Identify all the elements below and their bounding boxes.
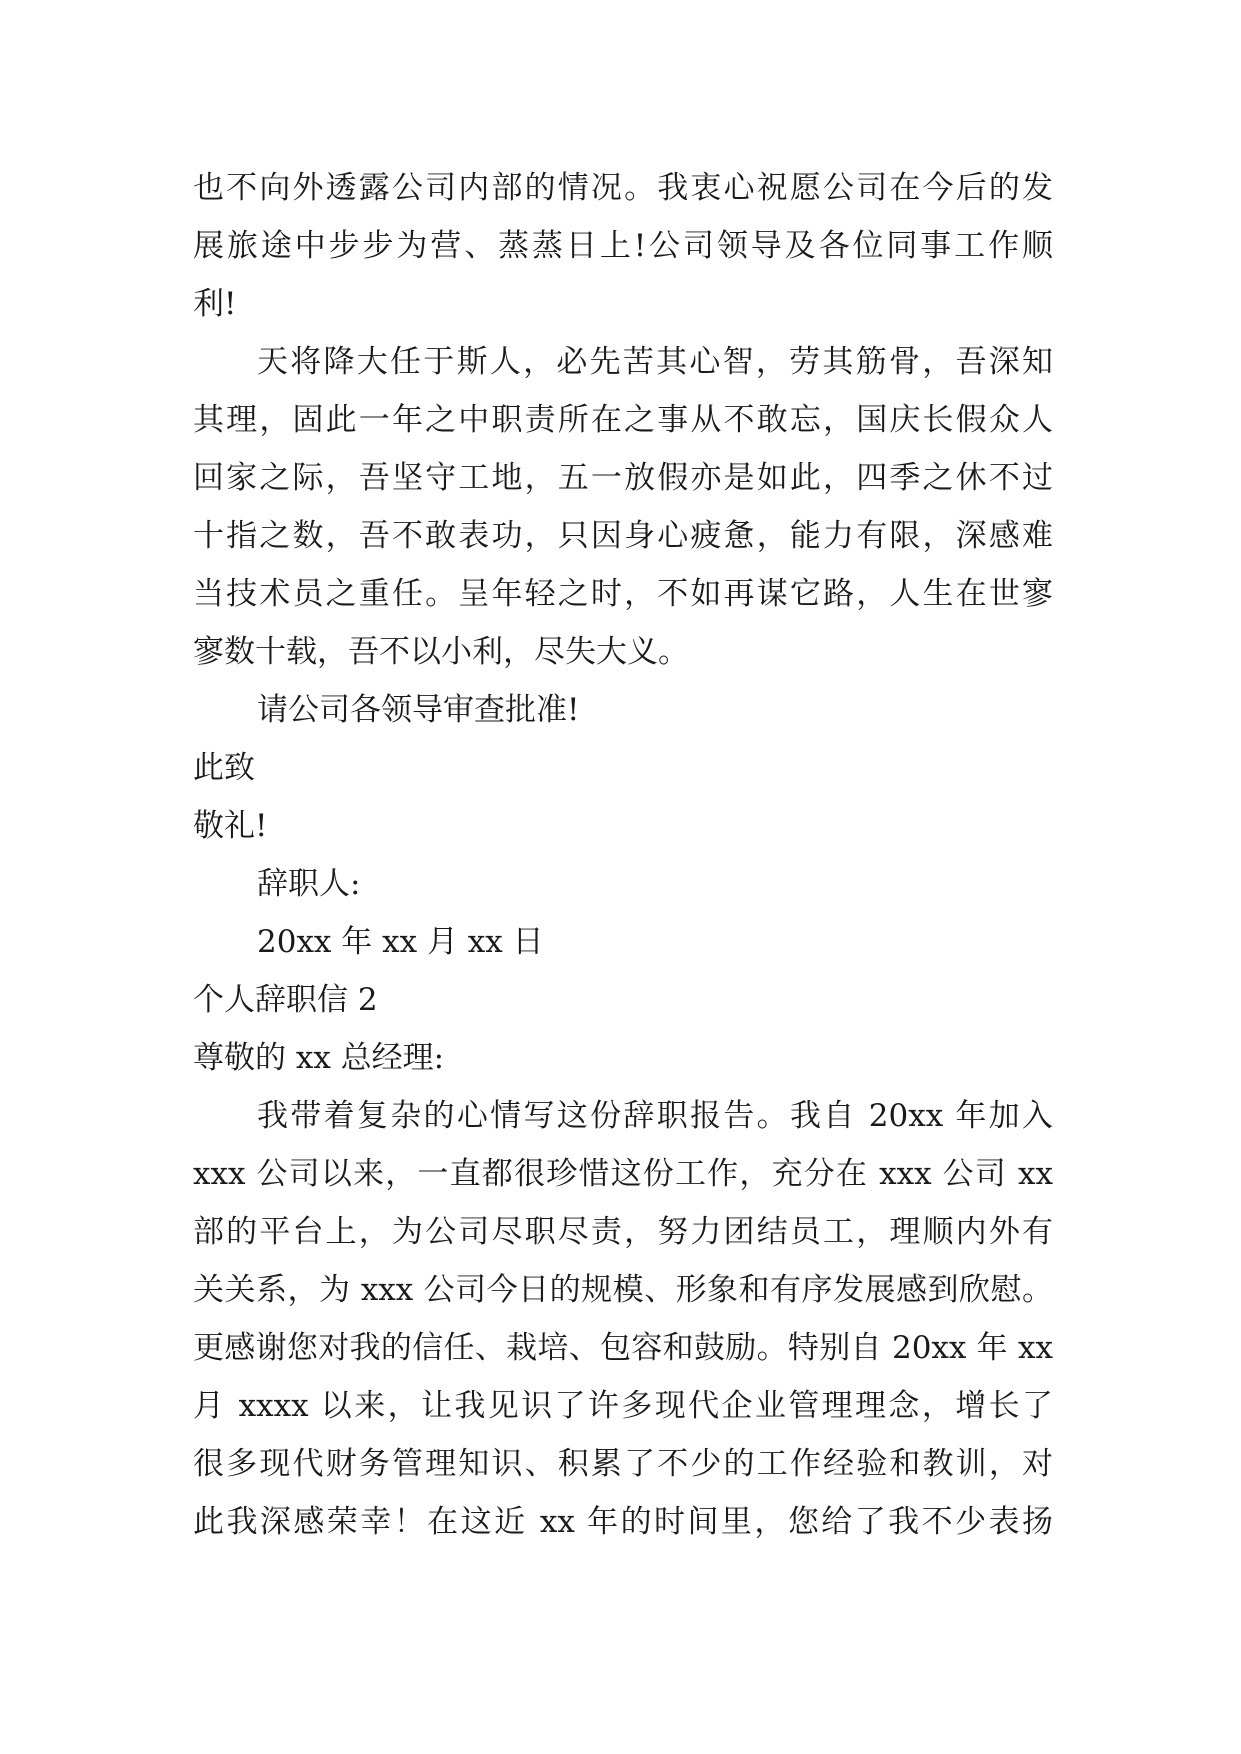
text-line: 关关系，为 xxx 公司今日的规模、形象和有序发展感到欣慰。	[193, 1272, 1053, 1308]
paragraph-first-line: 我带着复杂的心情写这份辞职报告。我自 20xx 年加入	[257, 1098, 1053, 1134]
text-line: 回家之际，吾坚守工地，五一放假亦是如此，四季之休不过	[193, 460, 1053, 496]
signature-label: 辞职人:	[257, 866, 361, 902]
signature-date: 20xx 年 xx 月 xx 日	[257, 924, 544, 960]
text-line: 月 xxxx 以来，让我见识了许多现代企业管理理念，增长了	[193, 1388, 1053, 1424]
text-line: 也不向外透露公司内部的情况。我衷心祝愿公司在今后的发	[193, 170, 1053, 206]
text-line: 部的平台上，为公司尽职尽责，努力团结员工，理顺内外有	[193, 1214, 1053, 1250]
text-line: xxx 公司以来，一直都很珍惜这份工作，充分在 xxx 公司 xx	[193, 1156, 1053, 1192]
paragraph-first-line: 天将降大任于斯人，必先苦其心智，劳其筋骨，吾深知	[257, 344, 1053, 380]
text-line: 很多现代财务管理知识、积累了不少的工作经验和教训，对	[193, 1446, 1053, 1482]
letter-title: 个人辞职信 2	[193, 982, 378, 1018]
text-line: 展旅途中步步为营、蒸蒸日上!公司领导及各位同事工作顺	[193, 228, 1053, 264]
text-line: 十指之数，吾不敢表功，只因身心疲惫，能力有限，深感难	[193, 518, 1053, 554]
text-line: 当技术员之重任。呈年轻之时，不如再谋它路，人生在世寥	[193, 576, 1053, 612]
closing-regards: 敬礼!	[193, 808, 268, 844]
text-line: 寥数十载，吾不以小利，尽失大义。	[193, 634, 689, 670]
closing-salutation: 此致	[193, 750, 255, 786]
text-line: 利!	[193, 286, 237, 322]
text-line: 其理，固此一年之中职责所在之事从不敢忘，国庆长假众人	[193, 402, 1053, 438]
text-line: 此我深感荣幸！在这近 xx 年的时间里，您给了我不少表扬	[193, 1504, 1053, 1540]
letter-greeting: 尊敬的 xx 总经理:	[193, 1040, 445, 1076]
approval-request: 请公司各领导审查批准!	[257, 692, 580, 728]
text-line: 更感谢您对我的信任、栽培、包容和鼓励。特别自 20xx 年 xx	[193, 1330, 1053, 1366]
